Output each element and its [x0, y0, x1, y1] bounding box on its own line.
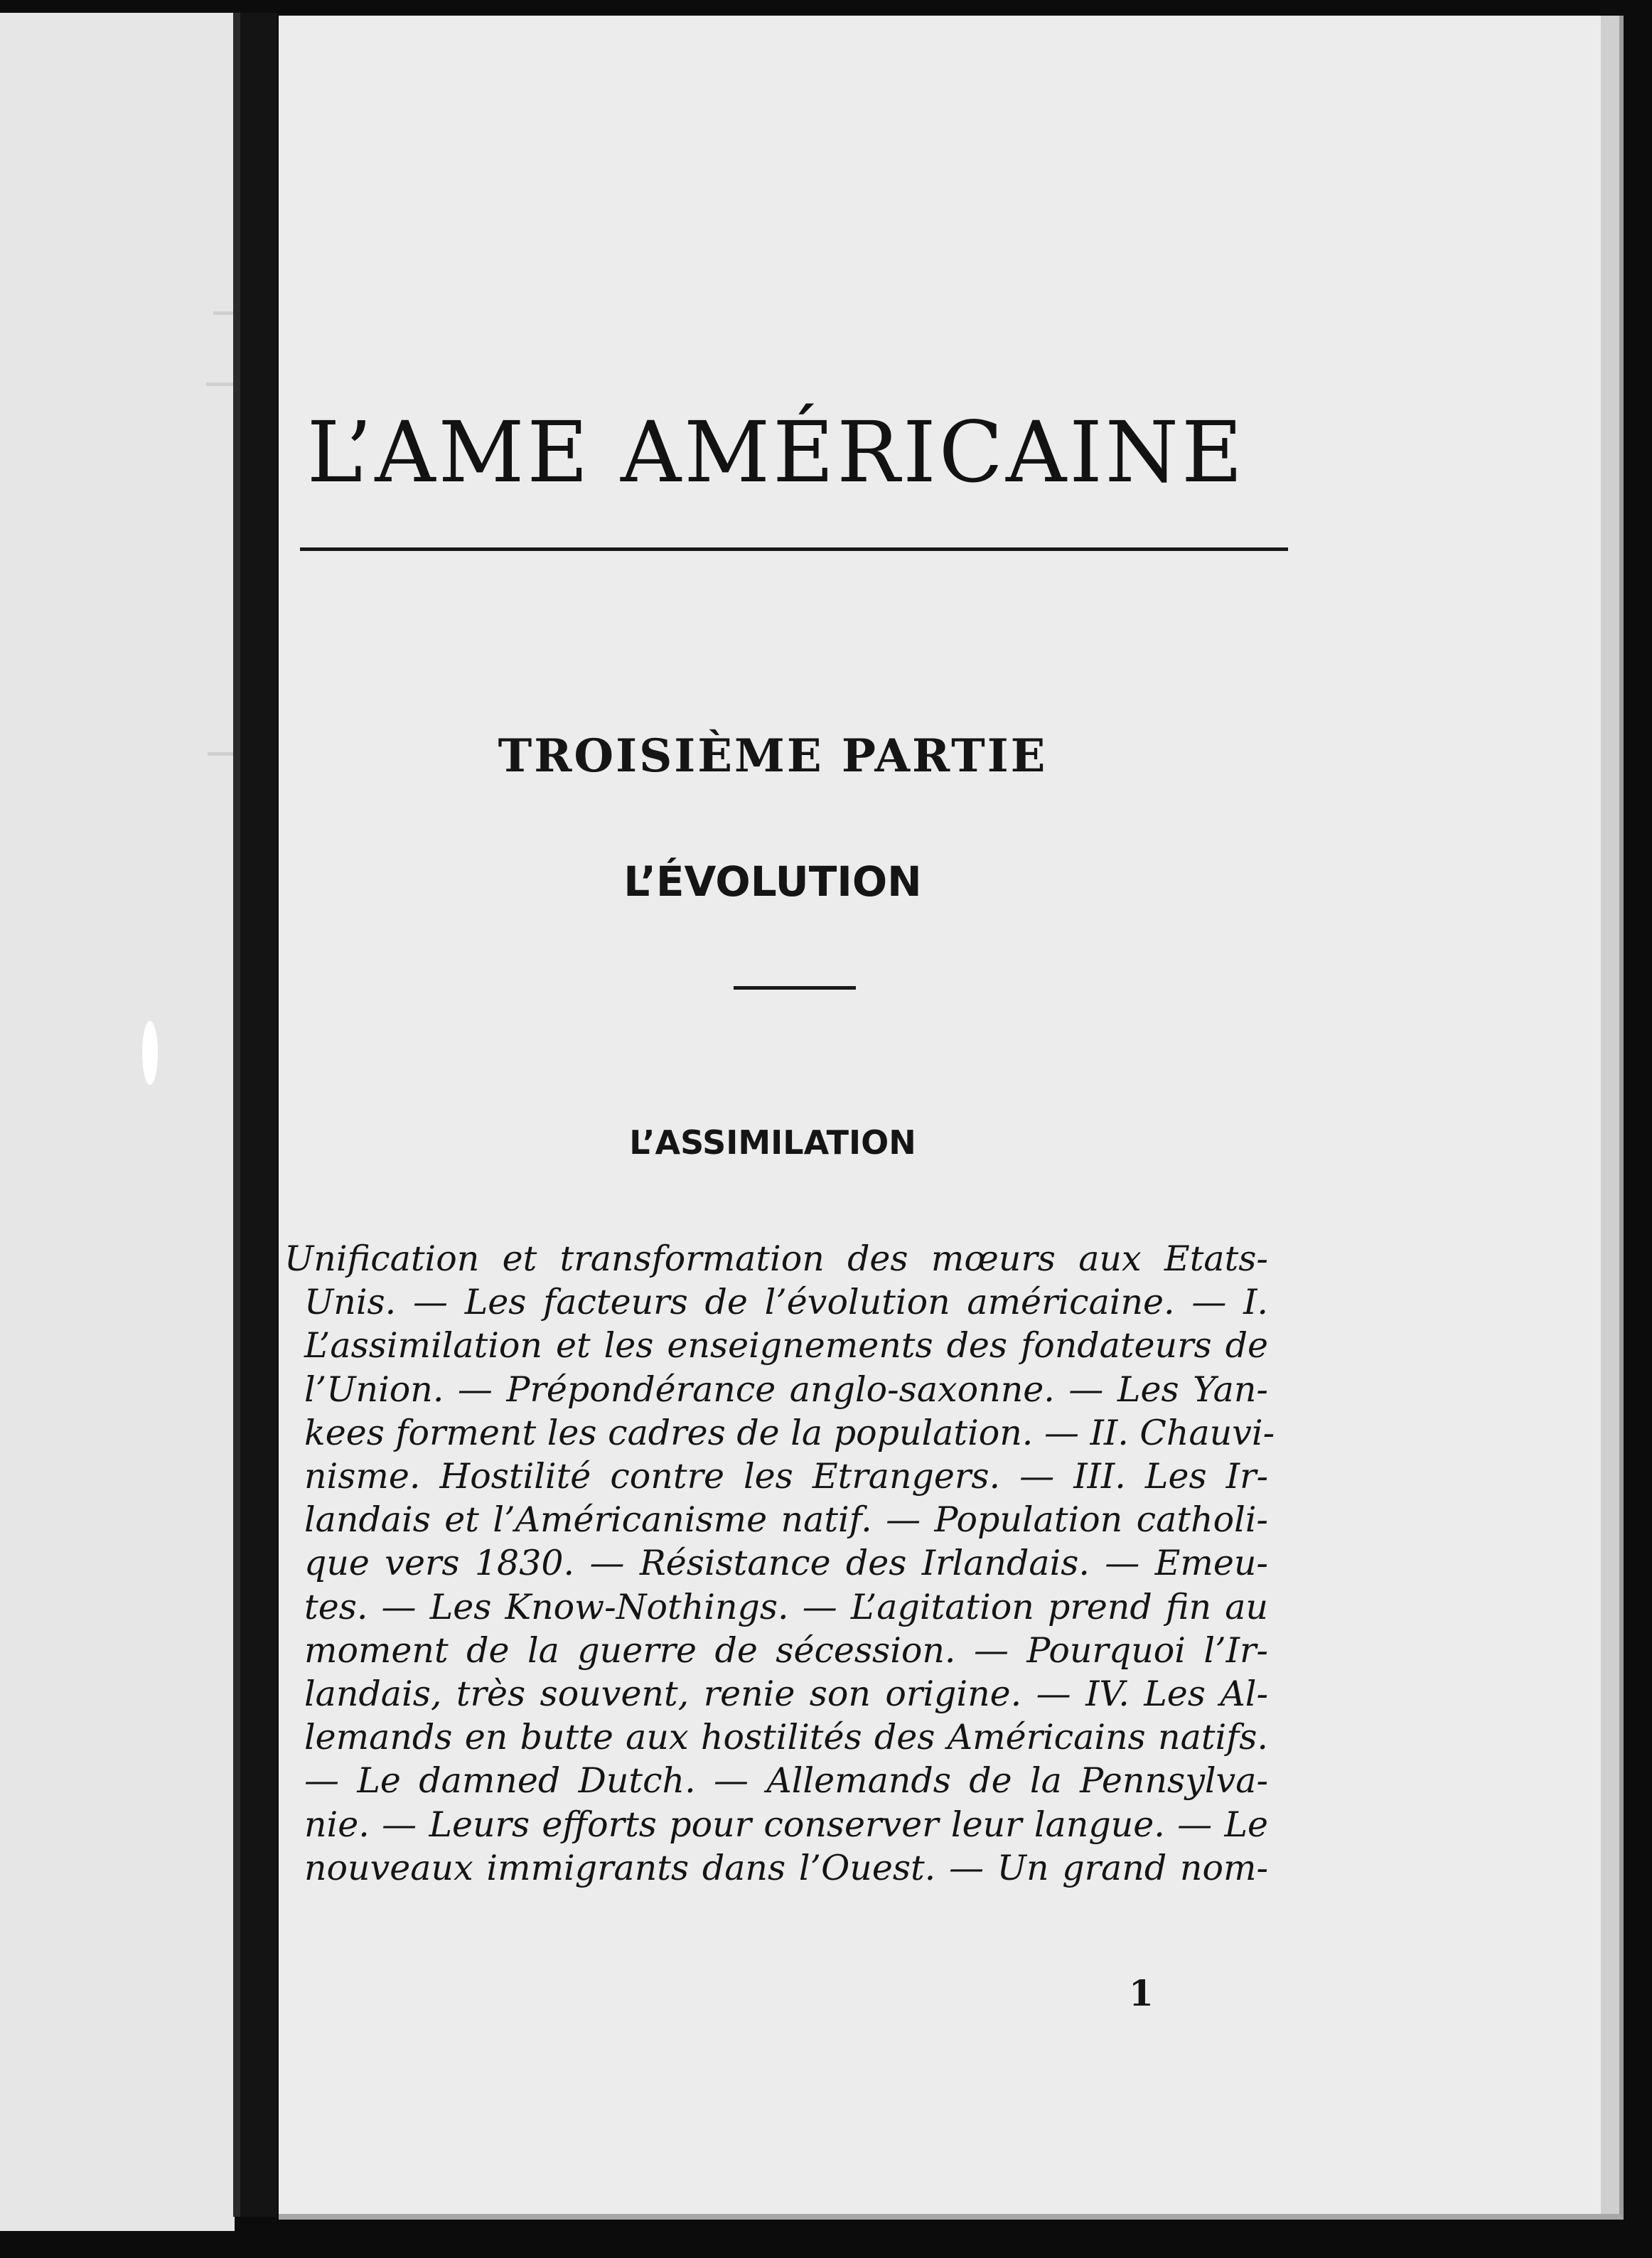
summary-line: nouveaux immigrants dans l’Ouest. — Un grand nom-: [304, 1847, 1268, 1888]
summary-line: l’Union. — Prépondérance anglo-saxonne. — Les Yan-: [304, 1369, 1268, 1410]
section-divider: [734, 986, 856, 990]
chapter-summary: [284, 1237, 1280, 1890]
page-number: 1: [1129, 1972, 1154, 2014]
summary-line: Unis. — Les facteurs de l’évolution américaine. — I.: [304, 1282, 1268, 1323]
summary-line: que vers 1830. — Résistance des Irlandais. — Emeu-: [304, 1543, 1268, 1584]
page-edge-shadow: [1601, 16, 1619, 2214]
paper-blemish: [142, 1021, 158, 1085]
bleed-through-mark: [208, 752, 235, 756]
summary-line: — Le damned Dutch. — Allemands de la Pennsylva-: [304, 1760, 1268, 1802]
part-subtitle: L’ÉVOLUTION: [623, 857, 922, 906]
book-title: L’AME AMÉRICAINE: [306, 403, 1246, 501]
bleed-through-mark: [206, 382, 235, 386]
summary-line: tes. — Les Know-Nothings. — L’agitation prend fin au: [304, 1586, 1268, 1627]
summary-line: landais, très souvent, renie son origine. — IV. Les Al-: [304, 1674, 1268, 1715]
book-gutter: [235, 13, 277, 2217]
summary-line: Unification et transformation des mœurs aux Etats-: [284, 1238, 1268, 1279]
summary-line: lemands en butte aux hostilités des Américains natifs.: [304, 1717, 1268, 1758]
summary-line: nie. — Leurs efforts pour conserver leur langue. — Le: [304, 1804, 1268, 1845]
gutter-edge: [233, 13, 240, 2217]
summary-line: moment de la guerre de sécession. — Pourquoi l’Ir-: [304, 1630, 1268, 1671]
chapter-heading: L’ASSIMILATION: [629, 1123, 916, 1162]
summary-line: L’assimilation et les enseignements des fondateurs de: [304, 1325, 1268, 1366]
part-heading: TROISIÈME PARTIE: [498, 729, 1048, 783]
summary-line: landais et l’Américanisme natif. — Population catholi-: [304, 1499, 1268, 1541]
left-facing-page: [0, 13, 235, 2231]
title-rule: [300, 547, 1288, 551]
summary-line: nisme. Hostilité contre les Etrangers. — III. Les Ir-: [304, 1456, 1268, 1497]
bleed-through-mark: [213, 311, 235, 315]
book-page: [279, 16, 1624, 2220]
summary-line: kees forment les cadres de la population. — II. Chauvi-: [304, 1412, 1275, 1453]
